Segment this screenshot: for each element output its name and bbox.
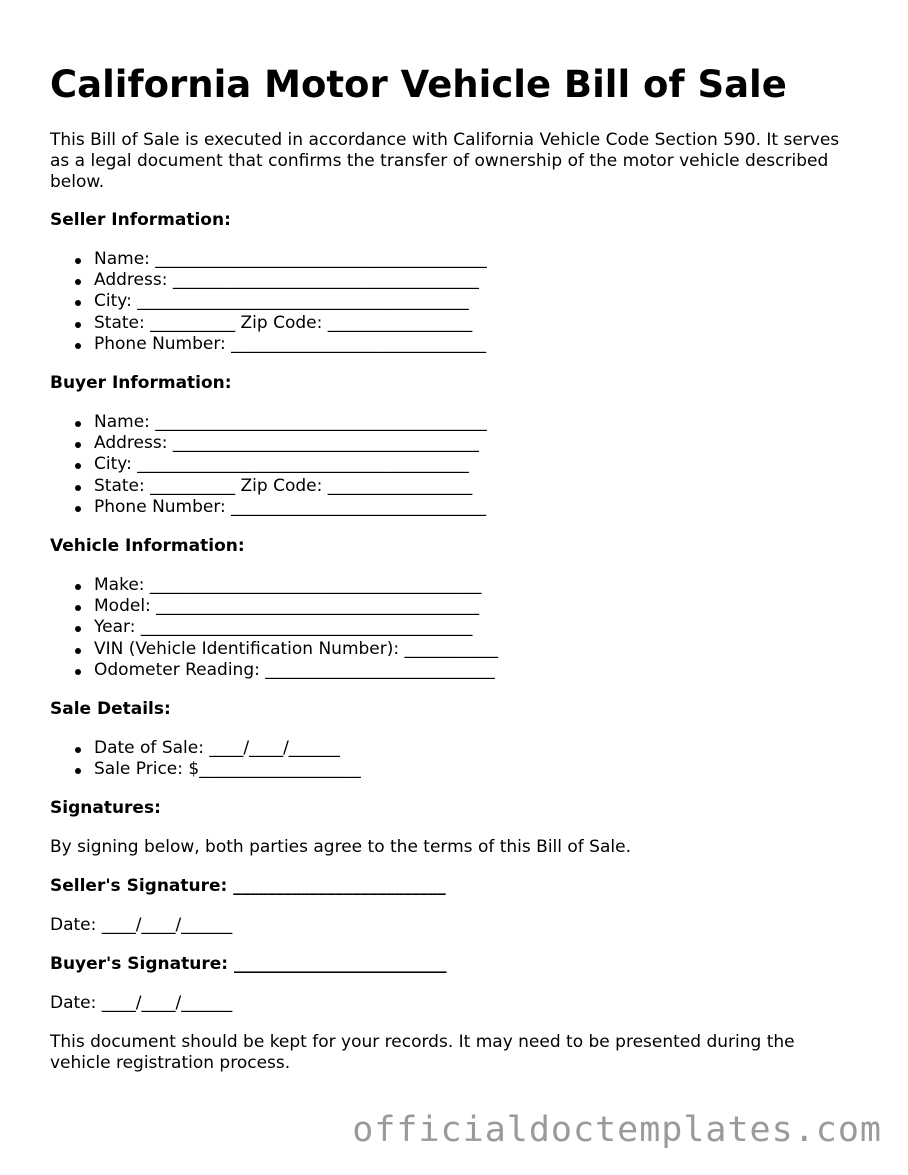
vehicle-heading: Vehicle Information: — [50, 536, 245, 557]
seller-name-line: Name: _______________________________________ — [94, 249, 860, 270]
vehicle-vin-line: VIN (Vehicle Identification Number): ___________ — [94, 639, 860, 660]
buyer-address-line: Address: ____________________________________ — [94, 433, 860, 454]
sale-list — [50, 738, 860, 780]
vehicle-model-line: Model: ______________________________________ — [94, 596, 860, 617]
seller-state-zip-line: State: __________ Zip Code: _________________ — [94, 313, 860, 334]
vehicle-list — [50, 575, 860, 681]
seller-signature-line: Seller's Signature: _________________________ — [50, 876, 446, 897]
buyer-name-line: Name: _______________________________________ — [94, 412, 860, 433]
seller-phone-line: Phone Number: ______________________________ — [94, 334, 860, 355]
buyer-signature-line: Buyer's Signature: _________________________ — [50, 954, 447, 975]
watermark-text: officialdoctemplates.com — [352, 1110, 882, 1150]
buyer-city-line: City: _______________________________________ — [94, 454, 860, 475]
sale-price-line: Sale Price: $___________________ — [94, 759, 860, 780]
seller-date-line: Date: ____/____/______ — [50, 915, 233, 936]
seller-heading: Seller Information: — [50, 210, 231, 230]
sale-heading: Sale Details: — [50, 699, 171, 720]
vehicle-year-line: Year: _______________________________________ — [94, 617, 860, 638]
seller-list — [50, 249, 860, 355]
vehicle-make-line: Make: _______________________________________ — [94, 575, 860, 596]
seller-address-line: Address: ____________________________________ — [94, 270, 860, 291]
seller-city-line: City: _______________________________________ — [94, 291, 860, 312]
page-title: California Motor Vehicle Bill of Sale — [50, 63, 787, 106]
buyer-state-zip-line: State: __________ Zip Code: _________________ — [94, 476, 860, 497]
buyer-heading: Buyer Information: — [50, 373, 232, 394]
buyer-list — [50, 412, 860, 518]
document-page — [50, 62, 860, 1074]
vehicle-odometer-line: Odometer Reading: ___________________________ — [94, 660, 860, 681]
sale-date-line: Date of Sale: ____/____/______ — [94, 738, 860, 759]
signatures-heading: Signatures: — [50, 798, 161, 819]
closing-paragraph: This document should be kept for your records. It may need to be presented during the vehicle registration process. — [50, 1032, 795, 1074]
buyer-phone-line: Phone Number: ______________________________ — [94, 497, 860, 518]
intro-paragraph: This Bill of Sale is executed in accordance with California Vehicle Code Section 590. It serves as a legal document that confirms the transfer of ownership of the motor vehicle described below. — [50, 130, 840, 192]
signatures-statement: By signing below, both parties agree to the terms of this Bill of Sale. — [50, 837, 631, 858]
buyer-date-line: Date: ____/____/______ — [50, 993, 233, 1014]
